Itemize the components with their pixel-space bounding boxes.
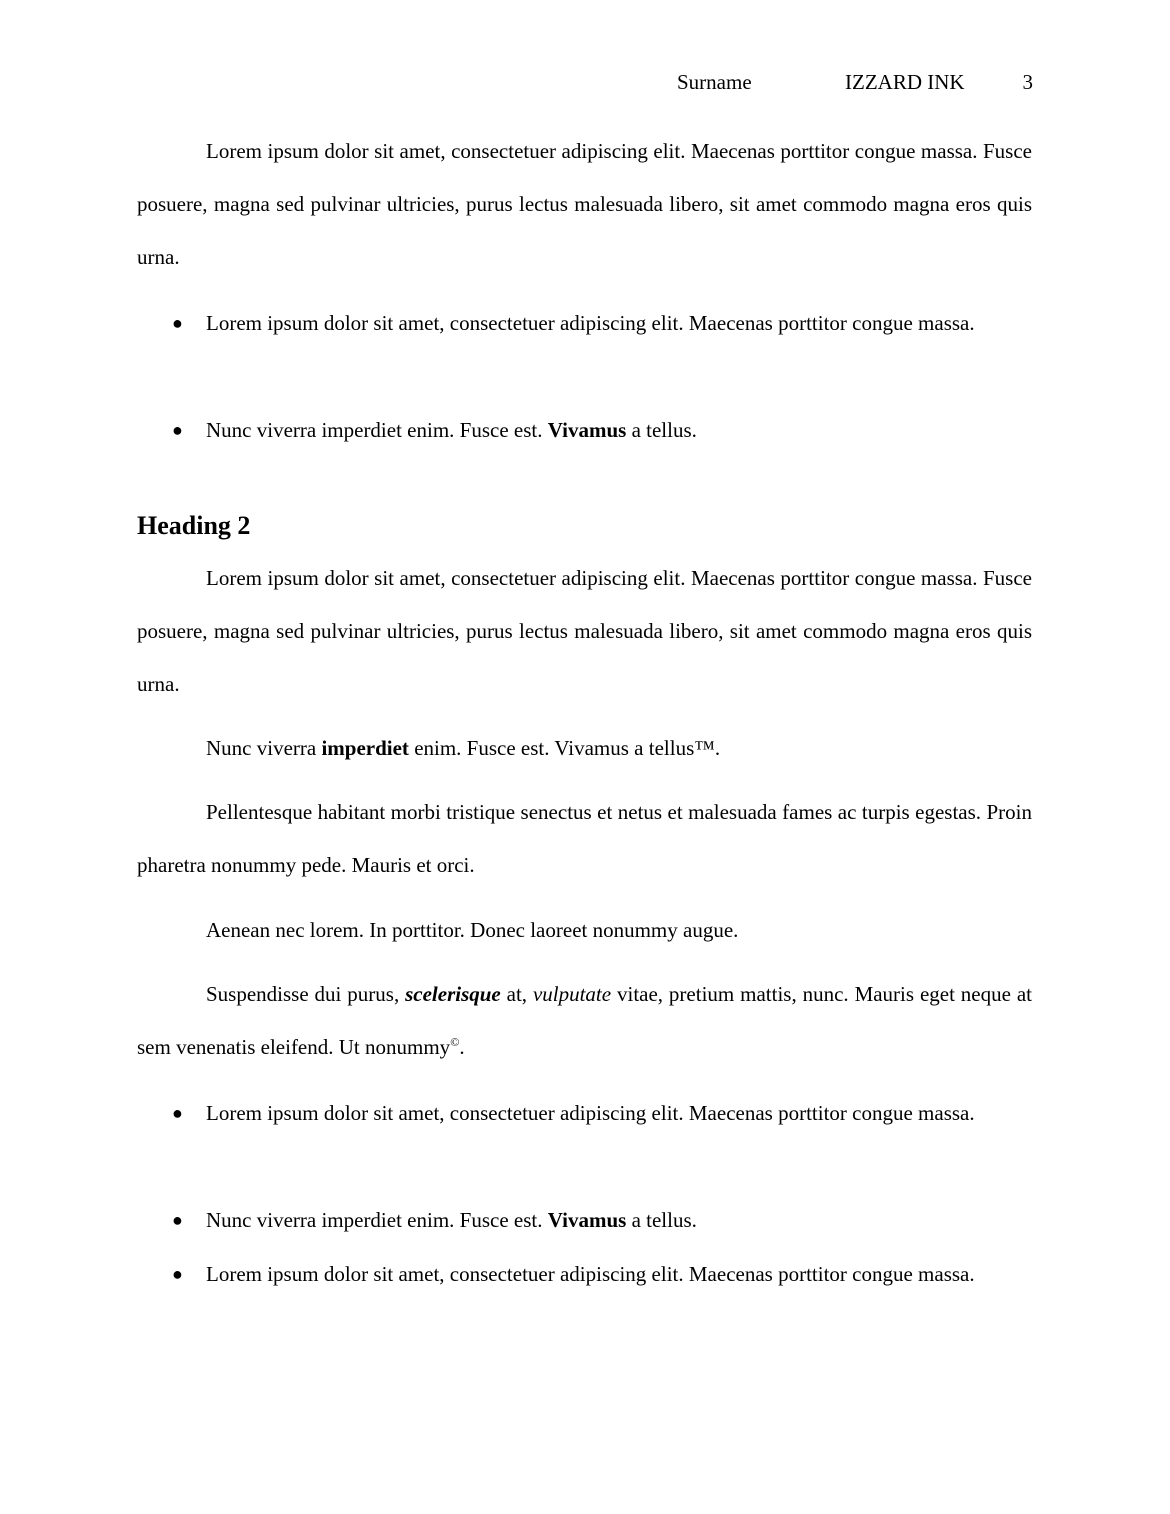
body-paragraph-3: Nunc viverra imperdiet enim. Fusce est. Vivamus a tellus™. (206, 736, 721, 760)
bullet-icon: ● (172, 1210, 183, 1230)
list-item (137, 297, 1032, 350)
bold-text: Vivamus (547, 418, 627, 442)
list-item-text: Nunc viverra imperdiet enim. Fusce est. Vivamus a tellus. (206, 418, 697, 442)
bold-text: Vivamus (547, 1208, 627, 1232)
header-company: IZZARD INK (845, 70, 965, 94)
list-item-text: Nunc viverra imperdiet enim. Fusce est. Vivamus a tellus. (206, 1208, 697, 1232)
body-paragraph-1: Lorem ipsum dolor sit amet, consectetuer adipiscing elit. Maecenas porttitor congue massa. Fusce posuere, magna sed pulvinar ultricies, purus lectus malesuada libero, sit amet commodo magna eros quis urna. (137, 139, 1032, 269)
body-paragraph-5: Aenean nec lorem. In porttitor. Donec laoreet nonummy augue. (206, 918, 739, 942)
header-page-number: 3 (1022, 70, 1033, 94)
list-item (137, 1087, 1032, 1140)
list-item (137, 1248, 1032, 1301)
bullet-icon: ● (172, 420, 183, 440)
list-item (137, 1194, 1032, 1247)
list-item-text: Lorem ipsum dolor sit amet, consectetuer adipiscing elit. Maecenas porttitor congue massa. (206, 311, 975, 335)
list-item (137, 404, 1032, 457)
body-paragraph-4: Pellentesque habitant morbi tristique senectus et netus et malesuada fames ac turpis egestas. Proin pharetra nonummy pede. Mauris et orci. (137, 800, 1032, 877)
header-surname: Surname (677, 70, 752, 94)
heading-2: Heading 2 (137, 511, 251, 540)
body-paragraph-6: Suspendisse dui purus, scelerisque at, vulputate vitae, pretium mattis, nunc. Mauris eget neque at sem venenatis eleifend. Ut nonummy©. (137, 982, 1032, 1059)
bold-text: imperdiet (321, 736, 409, 760)
body-paragraph-2: Lorem ipsum dolor sit amet, consectetuer adipiscing elit. Maecenas porttitor congue massa. Fusce posuere, magna sed pulvinar ultricies, purus lectus malesuada libero, sit amet commodo magna eros quis urna. (137, 566, 1032, 696)
italic-text: vulputate (532, 982, 612, 1006)
copyright-symbol: © (450, 1035, 460, 1049)
bullet-icon: ● (172, 313, 183, 333)
list-item-text: Lorem ipsum dolor sit amet, consectetuer adipiscing elit. Maecenas porttitor congue massa. (206, 1262, 975, 1286)
bullet-icon: ● (172, 1264, 183, 1284)
list-item-text: Lorem ipsum dolor sit amet, consectetuer adipiscing elit. Maecenas porttitor congue massa. (206, 1101, 975, 1125)
bold-italic-text: scelerisque (405, 982, 501, 1006)
page-header (0, 68, 1170, 98)
bullet-icon: ● (172, 1103, 183, 1123)
